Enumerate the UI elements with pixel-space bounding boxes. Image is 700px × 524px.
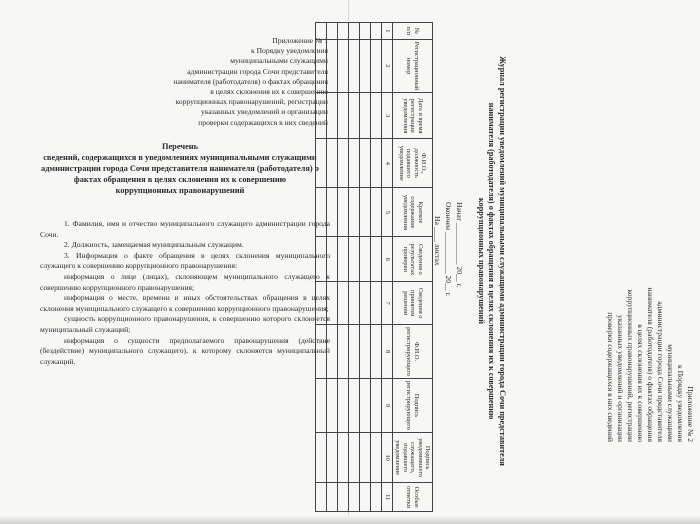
number-cell: 9 xyxy=(381,379,392,433)
title-word: Перечень xyxy=(161,142,199,151)
title-line: администрации города Сочи представителя нанимателя (работодателя) о xyxy=(41,164,319,173)
journal-title-line: нанимателя (работодателя) о фактах обращения в целях склонения их к совершению xyxy=(487,102,497,420)
appendix-line: нанимателя (работодателя) о фактах обращения xyxy=(173,76,328,86)
paragraph: 1. Фамилия, имя и отчество муниципального служащего администрации города Сочи. xyxy=(40,219,330,239)
paragraph: информация о сущности предполагаемого правонарушения (действие (бездействие) муниципального служащего), к которому склоняется муниципальный служащий. xyxy=(40,335,330,366)
header-cell: № п/п xyxy=(392,23,432,40)
appendix-line: администрации города Сочи представителя xyxy=(187,66,328,76)
appendix-line: в целях склонения их к совершению xyxy=(210,87,328,97)
appendix-line: Приложение № 1 xyxy=(272,36,328,45)
number-cell: 11 xyxy=(381,483,392,512)
paragraph: информация о месте, времени и иных обстоятельствах обращения в целях склонения муниципального служащего к совершению коррупционного правонарушения; xyxy=(40,293,330,313)
appendix-line: коррупционных правонарушений, регистрации xyxy=(626,289,635,442)
title-line: сведений, содержащихся в уведомлениях муниципальными служащими xyxy=(43,153,317,162)
appendix-2-header xyxy=(605,202,695,442)
list-body xyxy=(40,219,330,367)
appendix-line: коррупционных правонарушений, регистрации xyxy=(175,97,328,107)
table-row xyxy=(326,23,337,512)
table-number-row xyxy=(381,23,392,512)
appendix-line: администрации города Сочи представителя xyxy=(656,301,665,442)
number-cell: 6 xyxy=(381,237,392,282)
sheets-count-line: На ____ листах xyxy=(433,216,442,266)
table-header-row xyxy=(392,23,432,512)
header-cell: Особые отметки xyxy=(392,483,432,512)
header-cell: Подпись уведомившего служащего, подавшего уведомление xyxy=(392,432,432,483)
appendix-line: указанных уведомлений и организации xyxy=(616,315,625,442)
header-cell: Сведения о результатах проверки xyxy=(392,237,432,282)
paragraph: 3. Информация о факте обращения в целях склонения муниципального служащего к совершению коррупционного правонарушения: xyxy=(40,250,330,271)
bottom-shadow xyxy=(0,516,700,524)
paragraph: сущность коррупционного правонарушения, к совершению которого склоняется муниципальный служащий; xyxy=(40,314,330,334)
appendix-line: к Порядку уведомления xyxy=(676,364,685,442)
title-line: фактах обращения в целях склонения их к совершению xyxy=(73,175,287,184)
journal-page-rotated xyxy=(335,22,695,522)
paragraph: 2. Должность, замещаемая муниципальным служащим. xyxy=(64,240,244,250)
list-title xyxy=(30,141,330,196)
appendix-line: проверки содержащихся в них сведений xyxy=(198,117,328,127)
number-cell: 2 xyxy=(381,39,392,93)
header-cell: Регистрационный номер xyxy=(392,39,432,93)
table-row xyxy=(315,23,326,512)
end-date-line: Окончен ___________ 20__ г. xyxy=(444,202,453,297)
appendix-line: в целях склонения их к совершению xyxy=(636,324,645,442)
header-cell: Дата и время регистрации уведомления xyxy=(392,93,432,139)
number-cell: 8 xyxy=(381,325,392,379)
number-cell: 3 xyxy=(381,93,392,139)
journal-title xyxy=(476,26,508,496)
table-row xyxy=(359,23,370,512)
header-cell: Ф.И.О. регистрирующего xyxy=(392,325,432,379)
paragraph: информация о лице (лицах), склоняющем муниципального служащего к совершению коррупционного правонарушения; xyxy=(40,271,330,292)
number-cell: 7 xyxy=(381,282,392,325)
appendix-line: к Порядку уведомления xyxy=(250,46,328,56)
appendix-1-header xyxy=(98,36,328,128)
registration-table xyxy=(315,22,433,512)
table-row xyxy=(370,23,381,512)
appendix-line: нанимателя (работодателя) о фактах обращения xyxy=(646,287,655,442)
journal-title-line: коррупционных правонарушений xyxy=(477,198,486,324)
number-cell: 4 xyxy=(381,139,392,188)
header-cell: Подпись регистрирующего xyxy=(392,379,432,433)
header-cell: Краткое содержание уведомления xyxy=(392,188,432,237)
table-row xyxy=(337,23,348,512)
number-cell: 5 xyxy=(381,188,392,237)
journal-title-line: Журнал регистрации уведомлений муниципальными служащими администрации города Сочи представителя xyxy=(498,56,507,466)
header-cell: Сведения о принятом решении xyxy=(392,282,432,325)
number-cell: 1 xyxy=(381,23,392,40)
appendix-line: проверки содержащихся в них сведений xyxy=(606,312,615,442)
start-date-line: Начат ___________ 20__ г. xyxy=(455,202,464,288)
title-line: коррупционных правонарушений xyxy=(115,186,245,195)
appendix-line: Приложение № 2 xyxy=(686,386,695,442)
appendix-line: муниципальными служащими xyxy=(230,56,328,66)
appendix-line: муниципальными служащими xyxy=(666,344,675,442)
journal-dates xyxy=(432,202,465,297)
number-cell: 10 xyxy=(381,432,392,483)
appendix-line: указанных уведомлений и организации xyxy=(201,107,328,117)
header-cell: Ф.И.О., должность подавшего уведомление xyxy=(392,139,432,188)
table-row xyxy=(348,23,359,512)
